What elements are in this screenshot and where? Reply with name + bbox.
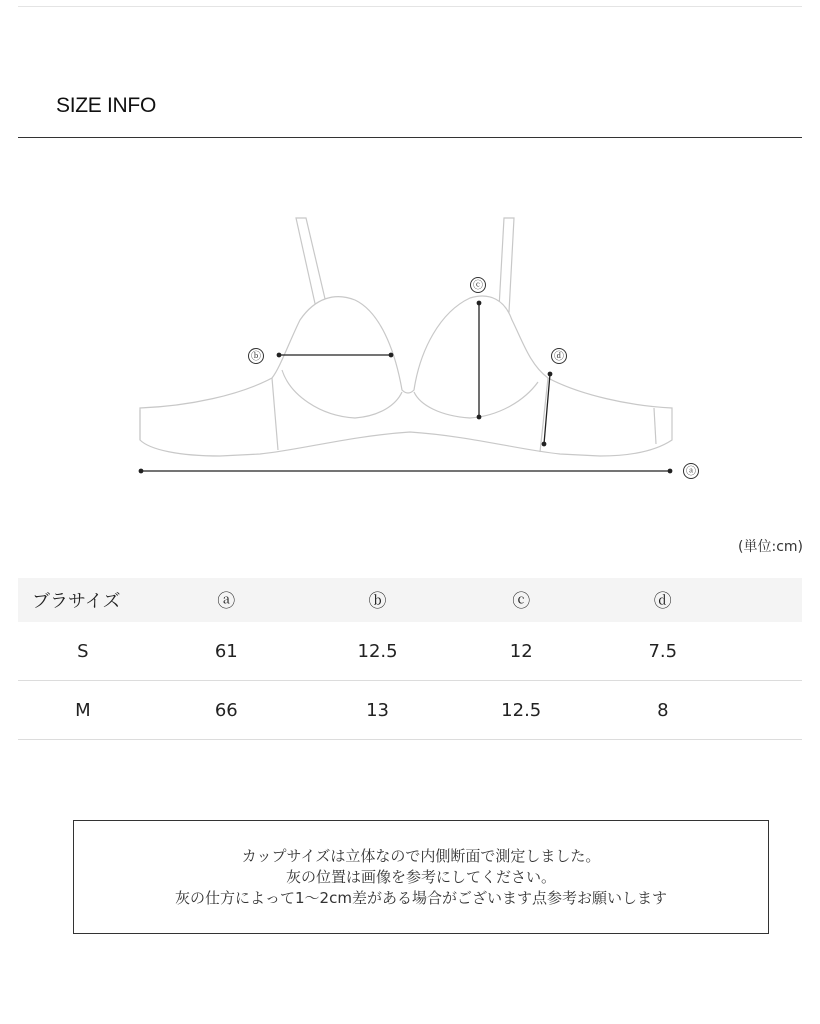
table-row — [18, 681, 802, 740]
value-c-cell: 12.5 — [450, 681, 592, 740]
table-row — [18, 622, 802, 681]
measurement-a — [139, 464, 699, 479]
value-a-cell: 61 — [148, 622, 305, 681]
top-divider — [18, 6, 802, 7]
header-b: ⓑ — [305, 578, 451, 622]
header-a: ⓐ — [148, 578, 305, 622]
measurement-notice — [73, 820, 769, 934]
notice-line: 灰の位置は画像を参考にしてください。 — [285, 867, 556, 886]
spacer-cell — [734, 622, 802, 681]
value-c-cell: 12 — [450, 622, 592, 681]
bra-measurement-diagram — [0, 200, 820, 500]
size-table — [18, 578, 802, 740]
header-d: ⓓ — [592, 578, 733, 622]
measurement-d-label: ⓓ — [554, 351, 564, 363]
header-c: ⓒ — [450, 578, 592, 622]
value-d-cell: 8 — [592, 681, 733, 740]
header-spacer — [734, 578, 802, 622]
spacer-cell — [734, 681, 802, 740]
unit-note: (単位:cm) — [738, 539, 803, 555]
measurement-b-label: ⓑ — [251, 351, 261, 363]
notice-line: 灰の仕方によって1～2cm差がある場合がございます点参考お願いします — [175, 888, 667, 907]
value-d-cell: 7.5 — [592, 622, 733, 681]
notice-line: カップサイズは立体なので内側断面で測定しました。 — [241, 846, 601, 865]
size-cell: M — [18, 681, 148, 740]
section-title: SIZE INFO — [56, 94, 156, 117]
value-b-cell: 13 — [305, 681, 451, 740]
header-bra-size: ブラサイズ — [18, 578, 148, 622]
title-divider — [18, 137, 802, 138]
bra-band — [140, 296, 672, 456]
size-cell: S — [18, 622, 148, 681]
measurement-c-label: ⓒ — [473, 280, 483, 292]
value-a-cell: 66 — [148, 681, 305, 740]
value-b-cell: 12.5 — [305, 622, 451, 681]
measurement-a-label: ⓐ — [686, 466, 696, 478]
table-header-row — [18, 578, 802, 622]
